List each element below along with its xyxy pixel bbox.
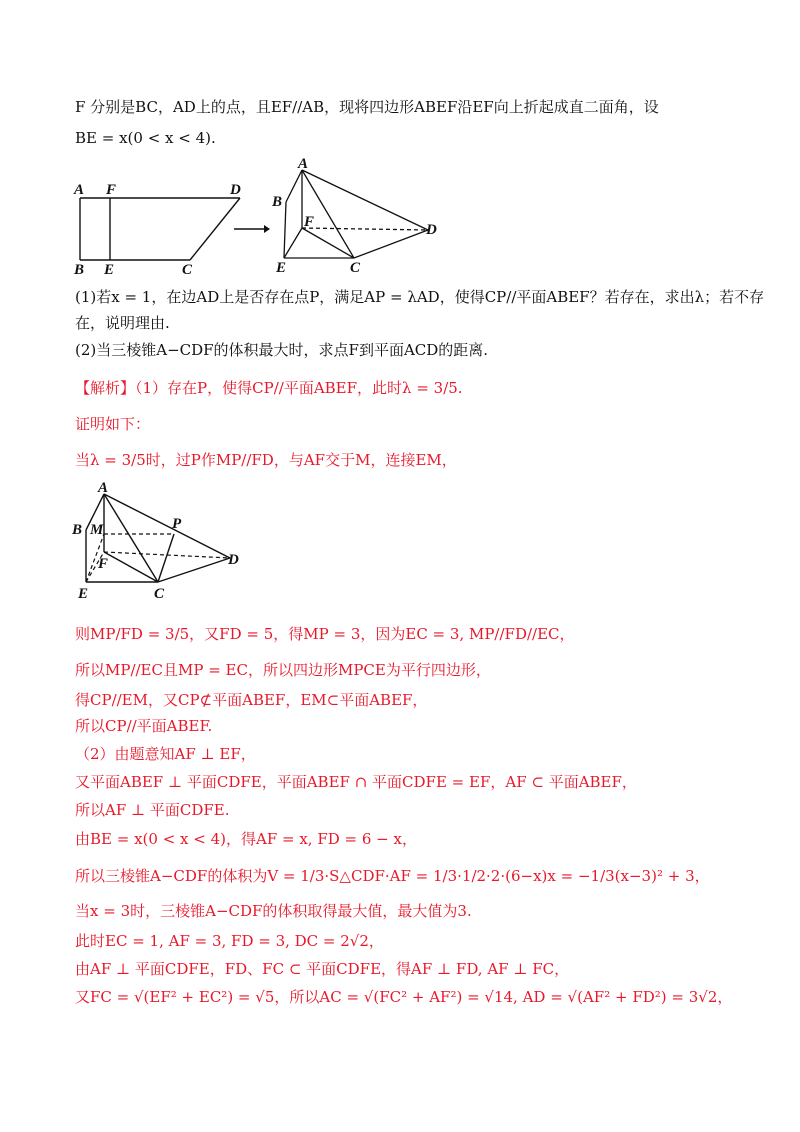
solution-step-14: 此时EC = 1, AF = 3, FD = 3, DC = 2√2，: [75, 932, 384, 950]
edge-CD: [354, 230, 428, 258]
label-F: F: [304, 214, 315, 230]
solution-step-8: （2）由题意知AF ⊥ EF，: [75, 745, 256, 763]
solution-step-2: 证明如下：: [75, 415, 151, 433]
figure-solid-with-P: [70, 482, 260, 604]
analysis-tag: 【解析】: [75, 379, 136, 397]
label-D: D: [230, 182, 241, 198]
label-C: C: [154, 586, 165, 602]
edge-AD: [302, 170, 428, 230]
edge-FC: [104, 552, 158, 582]
label-B: B: [74, 262, 85, 278]
label-F: F: [98, 556, 109, 572]
figure-folded-solid: [268, 156, 448, 276]
edge-PC: [158, 534, 174, 582]
question-2: (2)当三棱锥A−CDF的体积最大时，求点F到平面ACD的距离.: [75, 341, 489, 359]
label-D: D: [228, 552, 239, 568]
solution-step-4: 则MP/FD = 3/5，又FD = 5，得MP = 3，因为EC = 3, MP//FD//EC，: [75, 625, 575, 643]
figure-trapezoid-flat: [70, 178, 250, 278]
label-A: A: [74, 182, 85, 198]
problem-line-1: F 分别是BC，AD上的点，且EF//AB，现将四边形ABEF沿EF向上折起成直二面角，设: [75, 98, 659, 116]
label-E: E: [78, 586, 89, 602]
label-B: B: [72, 522, 83, 538]
question-1-line-1: (1)若x = 1，在边AD上是否存在点P，满足AP = λAD，使得CP//平面ABEF？若存在，求出λ；若不存: [75, 288, 765, 306]
label-E: E: [104, 262, 115, 278]
solution-step-1: 【解析】（1）存在P，使得CP//平面ABEF，此时λ = 3/5.: [75, 379, 463, 397]
solution-step-3: 当λ = 3/5时，过P作MP//FD，与AF交于M，连接EM，: [75, 451, 457, 469]
solution-step-6: 得CP//EM，又CP⊄平面ABEF，EM⊂平面ABEF，: [75, 691, 428, 709]
problem-line-2: BE = x(0 < x < 4).: [75, 129, 216, 147]
edge-CD: [158, 558, 230, 582]
edge-BE: [284, 202, 286, 258]
label-E: E: [276, 260, 287, 276]
label-M: M: [90, 522, 104, 538]
edge-FC: [302, 228, 354, 258]
solution-step-12: 所以三棱锥A−CDF的体积为V = 1/3·S△CDF·AF = 1/3·1/2·2·(6−x)x = −1/3(x−3)² + 3，: [75, 867, 710, 885]
edge-EF: [284, 228, 302, 258]
solution-step-9: 又平面ABEF ⊥ 平面CDFE，平面ABEF ∩ 平面CDFE = EF，AF ⊂ 平面ABEF，: [75, 773, 637, 791]
label-P: P: [172, 516, 182, 532]
solution-step-10: 所以AF ⊥ 平面CDFE.: [75, 801, 230, 819]
label-D: D: [426, 222, 437, 238]
label-C: C: [350, 260, 361, 276]
label-F: F: [106, 182, 117, 198]
solution-step-13: 当x = 3时，三棱锥A−CDF的体积取得最大值，最大值为3.: [75, 902, 472, 920]
solution-step-11: 由BE = x(0 < x < 4)，得AF = x, FD = 6 − x，: [75, 830, 417, 848]
arrow-icon: [232, 222, 272, 236]
label-C: C: [182, 262, 193, 278]
solution-step-5: 所以MP//EC且MP = EC，所以四边形MPCE为平行四边形，: [75, 661, 491, 679]
label-A: A: [98, 482, 109, 496]
solution-step-15: 由AF ⊥ 平面CDFE，FD、FC ⊂ 平面CDFE，得AF ⊥ FD, AF ⊥ FC，: [75, 960, 570, 978]
solution-step-7: 所以CP//平面ABEF.: [75, 717, 213, 735]
edge-AB: [286, 170, 302, 202]
edge-FD: [302, 228, 428, 230]
solution-step-16: 又FC = √(EF² + EC²) = √5，所以AC = √(FC² + AF²) = √14, AD = √(AF² + FD²) = 3√2，: [75, 988, 733, 1006]
label-A: A: [298, 156, 309, 172]
label-B: B: [272, 194, 283, 210]
question-1-line-2: 在，说明理由.: [75, 314, 170, 332]
